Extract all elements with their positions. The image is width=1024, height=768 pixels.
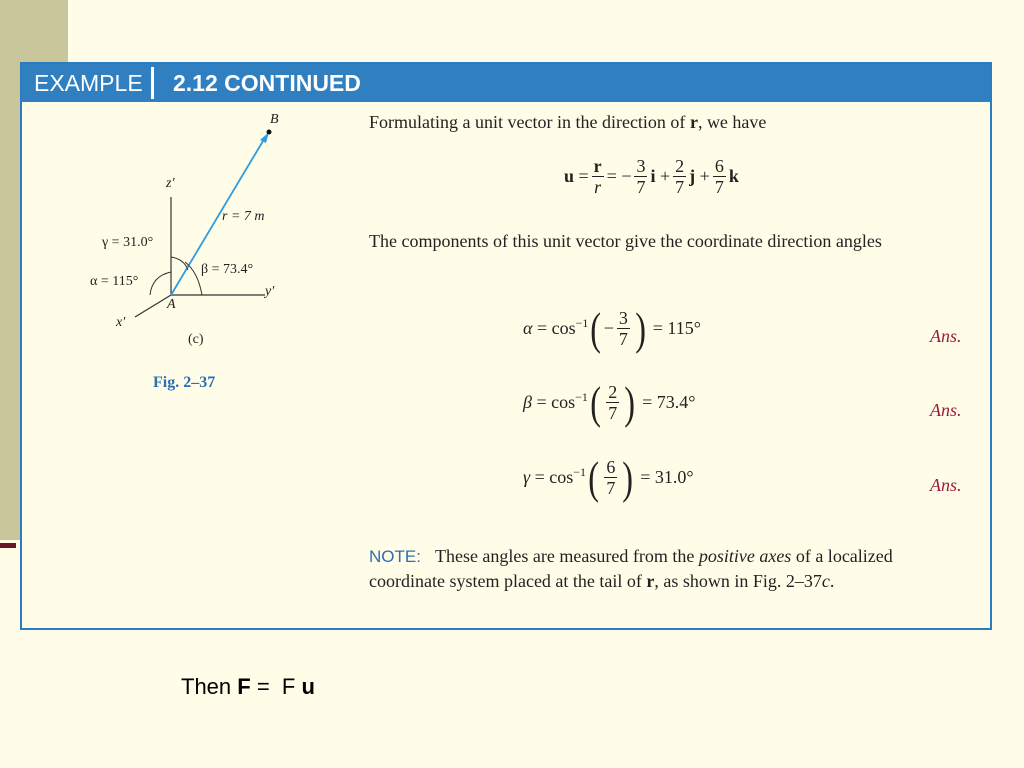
gamma-answer-label: Ans. xyxy=(930,475,962,495)
x-axis-label: x′ xyxy=(116,315,126,330)
beta-angle-label: β = 73.4° xyxy=(201,262,254,277)
unit-vector-equation: u = $\frac{r}{r}$ = − $\frac{3}{7}$ i + $\frac{2}{7}$ j + $\frac{6}{7}$ k xyxy=(564,156,739,197)
figure-2-37c xyxy=(80,112,320,442)
figure-caption: Fig. 2–37 xyxy=(153,374,216,391)
example-title: 2.12 CONTINUED xyxy=(173,70,361,96)
gamma-angle-label: γ = 31.0° xyxy=(102,235,154,250)
beta-answer-label: Ans. xyxy=(930,400,962,420)
z-axis-label: z′ xyxy=(166,176,175,191)
slide-accent-line xyxy=(0,543,16,548)
point-b-label: B xyxy=(270,112,279,127)
figure-part-label: (c) xyxy=(188,332,204,347)
components-paragraph: The components of this unit vector give the coordinate direction angles xyxy=(369,231,882,251)
intro-text: Formulating a unit vector in the direction of r, we have xyxy=(369,112,767,132)
example-label: EXAMPLE xyxy=(34,67,154,99)
note-paragraph: NOTE: These angles are measured from the positive axes of a localized coordinate system placed at the tail of r, as shown in Fig. 2–37c. xyxy=(369,546,893,591)
alpha-equation: α = cos $^{-1}$ ( − $\frac{3}{7}$ ) = 115° xyxy=(523,302,701,354)
gamma-equation: γ = cos $^{-1}$ ( $\frac{6}{7}$ ) = 31.0° xyxy=(523,451,694,503)
y-axis-label: y′ xyxy=(265,284,275,299)
force-equation-text: Then F = F u xyxy=(181,674,315,699)
note-label: NOTE: xyxy=(369,547,421,566)
alpha-angle-label: α = 115° xyxy=(90,274,139,289)
alpha-answer-label: Ans. xyxy=(930,326,962,346)
example-banner xyxy=(22,64,990,102)
point-a-label: A xyxy=(167,297,176,312)
beta-equation: β = cos $^{-1}$ ( $\frac{2}{7}$ ) = 73.4° xyxy=(523,376,696,428)
r-magnitude-label: r = 7 m xyxy=(222,209,265,224)
